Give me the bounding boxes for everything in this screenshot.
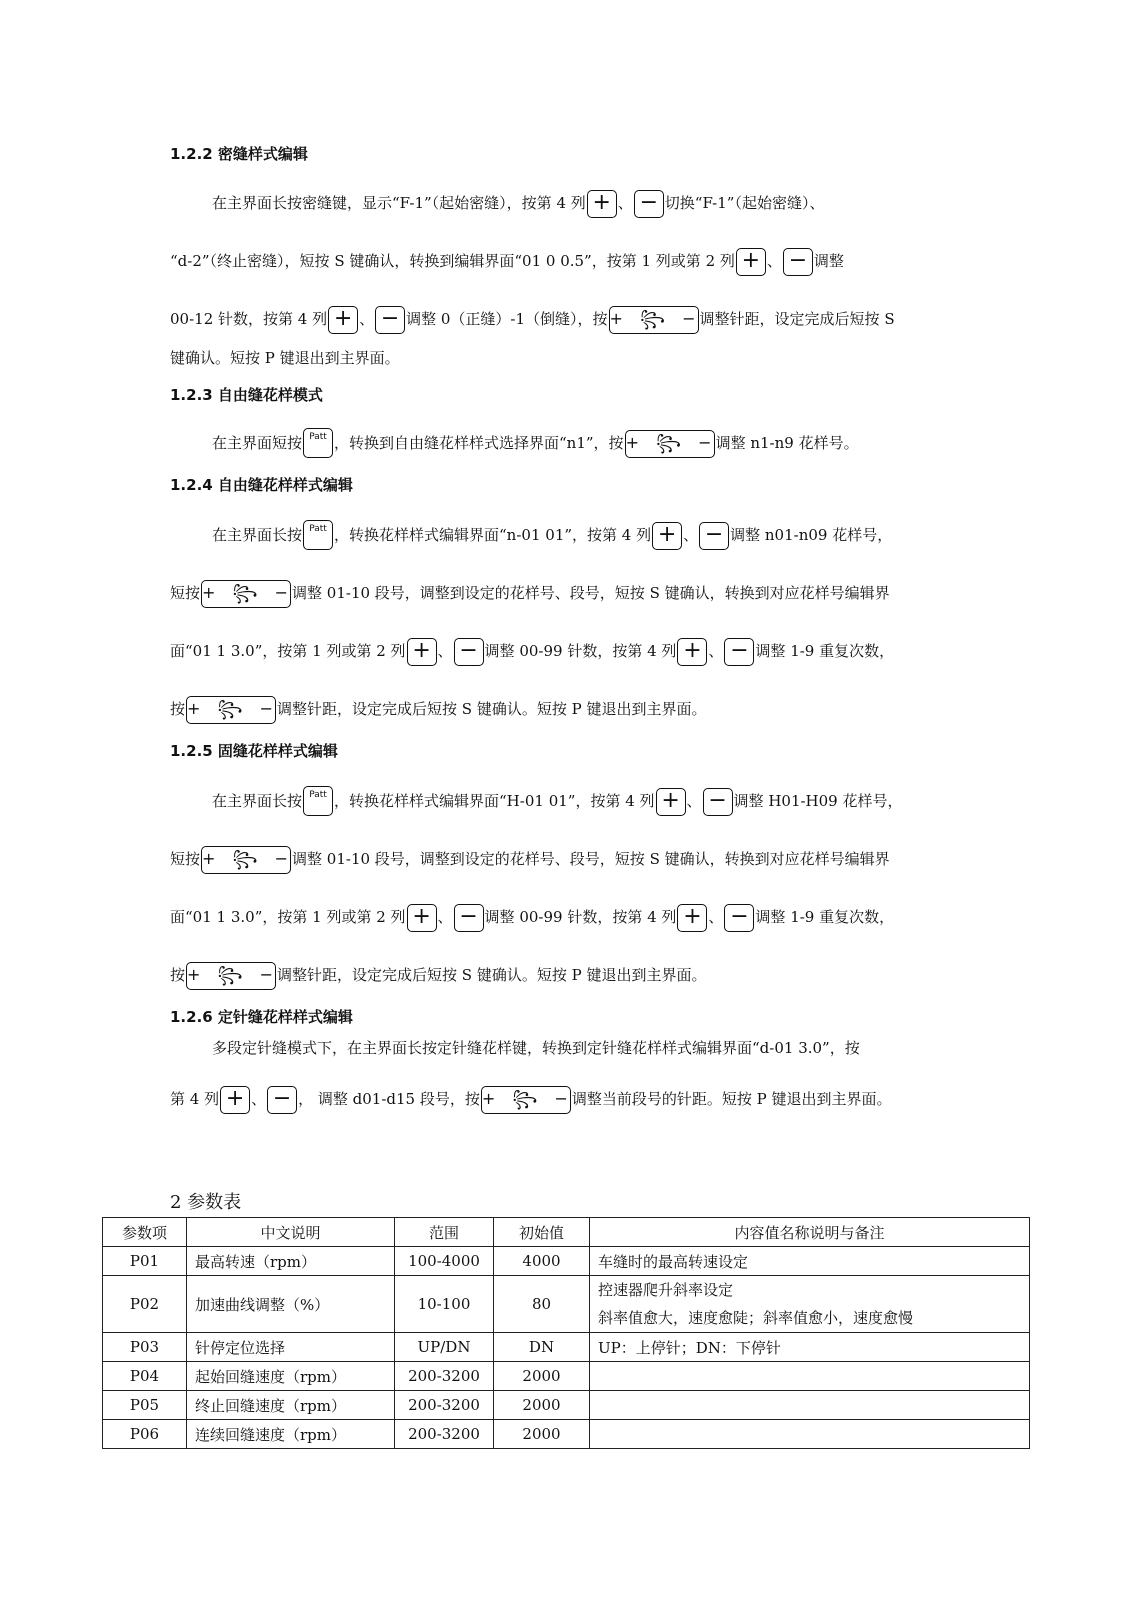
- stitch-length-key-icon: + ꧂ −: [186, 962, 276, 990]
- paragraph-line: [212, 428, 1012, 458]
- text: 短按: [170, 850, 201, 868]
- note-line: 控速器爬升斜率设定: [598, 1281, 734, 1299]
- section-title: 1.2.3 自由缝花样模式: [170, 386, 323, 404]
- text: 调整 01-10 段号，调整到设定的花样号、段号，短按 S 键确认，转换到对应花样号编辑界: [292, 584, 890, 602]
- minus-key-icon: −: [699, 522, 729, 550]
- param-range: 100-4000: [395, 1247, 494, 1276]
- table-header-row: [103, 1218, 1030, 1247]
- plus-key-icon: +: [407, 638, 437, 666]
- text: 按: [170, 700, 186, 718]
- table-row: [103, 1362, 1030, 1391]
- param-id: P01: [103, 1247, 187, 1276]
- param-init: 2000: [494, 1362, 590, 1391]
- text: 调整 n1-n9 花样号。: [715, 434, 859, 452]
- section-title: 1.2.2 密缝样式编辑: [170, 145, 308, 163]
- param-init: 80: [494, 1276, 590, 1333]
- section-title: 1.2.6 定针缝花样样式编辑: [170, 1008, 353, 1026]
- text: 、: [686, 792, 702, 810]
- stitch-length-key-icon: + ꧂ −: [481, 1086, 571, 1114]
- text: 调整 n01-n09 花样号，: [730, 526, 893, 544]
- plus-key-icon: +: [736, 248, 766, 276]
- stitch-length-key-icon: + ꧂ −: [201, 580, 291, 608]
- paragraph-line: [212, 520, 1012, 550]
- param-note: [590, 1391, 1030, 1420]
- minus-key-icon: −: [454, 904, 484, 932]
- minus-key-icon: −: [634, 190, 664, 218]
- text: 调整: [813, 252, 844, 270]
- section-title: 1.2.5 固缝花样样式编辑: [170, 742, 338, 760]
- minus-key-icon: −: [703, 788, 733, 816]
- patt-key-icon: Patt: [303, 786, 333, 816]
- text: “d-2”（终止密缝），短按 S 键确认，转换到编辑界面“01 0 0.5”，按第 1 列或第 2 列: [170, 252, 735, 270]
- table-row: [103, 1333, 1030, 1362]
- text: 在主界面短按: [212, 434, 303, 452]
- paragraph-line: [170, 960, 970, 990]
- text: 00-12 针数，按第 4 列: [170, 310, 328, 328]
- text: 在主界面长按: [212, 792, 303, 810]
- paragraph-line: [170, 844, 970, 874]
- text: 调整针距，设定完成后短按 S: [699, 310, 895, 328]
- paragraph-line: 多段定针缝模式下，在主界面长按定针缝花样键，转换到定针缝花样样式编辑界面“d-01 3.0”，按: [212, 1039, 860, 1057]
- text: 、: [617, 194, 633, 212]
- plus-key-icon: +: [328, 306, 358, 334]
- parameter-table-title: 2 参数表: [170, 1192, 242, 1213]
- patt-key-icon: Patt: [303, 428, 333, 458]
- minus-key-icon: −: [783, 248, 813, 276]
- text: 按: [170, 966, 186, 984]
- text: 调整 00-99 针数，按第 4 列: [484, 908, 677, 926]
- patt-key-icon: Patt: [303, 520, 333, 550]
- param-note: [590, 1276, 1030, 1333]
- text: ，转换花样样式编辑界面“H-01 01”，按第 4 列: [334, 792, 655, 810]
- param-id: P03: [103, 1333, 187, 1362]
- plus-key-icon: +: [407, 904, 437, 932]
- text: ， 调整 d01-d15 段号，按: [298, 1090, 480, 1108]
- param-range: 200-3200: [395, 1420, 494, 1449]
- param-desc: 最高转速（rpm）: [187, 1247, 395, 1276]
- stitch-length-key-icon: + ꧂ −: [609, 306, 699, 334]
- section-title: 1.2.4 自由缝花样样式编辑: [170, 476, 353, 494]
- minus-key-icon: −: [724, 904, 754, 932]
- param-desc: 终止回缝速度（rpm）: [187, 1391, 395, 1420]
- minus-key-icon: −: [375, 306, 405, 334]
- param-desc: 针停定位选择: [187, 1333, 395, 1362]
- header-cell: 中文说明: [187, 1218, 395, 1247]
- paragraph-line: [170, 694, 970, 724]
- text: 、: [359, 310, 375, 328]
- text: 、: [766, 252, 782, 270]
- text: 、: [683, 526, 699, 544]
- param-range: 10-100: [395, 1276, 494, 1333]
- param-init: 2000: [494, 1420, 590, 1449]
- plus-key-icon: +: [677, 904, 707, 932]
- text: 调整 00-99 针数，按第 4 列: [484, 642, 677, 660]
- paragraph-line: [170, 578, 970, 608]
- text: 调整 H01-H09 花样号，: [733, 792, 903, 810]
- text: 切换“F-1”（起始密缝）、: [664, 194, 825, 212]
- paragraph-line: [170, 1084, 970, 1114]
- paragraph-line: [212, 188, 1012, 218]
- text: 、: [251, 1090, 267, 1108]
- table-row: [103, 1391, 1030, 1420]
- header-cell: 范围: [395, 1218, 494, 1247]
- paragraph-line: [170, 902, 970, 932]
- param-range: 200-3200: [395, 1391, 494, 1420]
- text: 面“01 1 3.0”，按第 1 列或第 2 列: [170, 642, 406, 660]
- param-range: 200-3200: [395, 1362, 494, 1391]
- stitch-length-key-icon: + ꧂ −: [625, 430, 715, 458]
- paragraph-line: [212, 786, 1012, 816]
- stitch-length-key-icon: + ꧂ −: [186, 696, 276, 724]
- text: ，转换到自由缝花样样式选择界面“n1”，按: [334, 434, 624, 452]
- plus-key-icon: +: [652, 522, 682, 550]
- plus-key-icon: +: [220, 1086, 250, 1114]
- param-id: P02: [103, 1276, 187, 1333]
- text: ，转换花样样式编辑界面“n-01 01”，按第 4 列: [334, 526, 652, 544]
- header-cell: 内容值名称说明与备注: [590, 1218, 1030, 1247]
- minus-key-icon: −: [267, 1086, 297, 1114]
- text: 面“01 1 3.0”，按第 1 列或第 2 列: [170, 908, 406, 926]
- header-cell: 参数项: [103, 1218, 187, 1247]
- paragraph-line: 键确认。短按 P 键退出到主界面。: [170, 349, 400, 367]
- text: 调整 1-9 重复次数，: [755, 642, 895, 660]
- stitch-length-key-icon: + ꧂ −: [201, 846, 291, 874]
- param-range: UP/DN: [395, 1333, 494, 1362]
- param-desc: 连续回缝速度（rpm）: [187, 1420, 395, 1449]
- text: 、: [708, 908, 724, 926]
- text: 调整针距，设定完成后短按 S 键确认。短按 P 键退出到主界面。: [277, 700, 707, 718]
- param-init: 2000: [494, 1391, 590, 1420]
- text: 调整 0（正缝）-1（倒缝），按: [406, 310, 608, 328]
- param-note: UP：上停针；DN：下停针: [590, 1333, 1030, 1362]
- header-cell: 初始值: [494, 1218, 590, 1247]
- plus-key-icon: +: [587, 190, 617, 218]
- minus-key-icon: −: [724, 638, 754, 666]
- param-init: DN: [494, 1333, 590, 1362]
- param-desc: 加速曲线调整（%）: [187, 1276, 395, 1333]
- text: 在主界面长按密缝键，显示“F-1”（起始密缝），按第 4 列: [212, 194, 586, 212]
- text: 在主界面长按: [212, 526, 303, 544]
- table-row: [103, 1247, 1030, 1276]
- text: 调整当前段号的针距。短按 P 键退出到主界面。: [571, 1090, 892, 1108]
- table-row: [103, 1420, 1030, 1449]
- text: 、: [437, 642, 453, 660]
- table-row: [103, 1276, 1030, 1333]
- note-line: 斜率值愈大，速度愈陡；斜率值愈小，速度愈慢: [598, 1309, 914, 1327]
- param-note: [590, 1420, 1030, 1449]
- param-desc: 起始回缝速度（rpm）: [187, 1362, 395, 1391]
- param-id: P04: [103, 1362, 187, 1391]
- paragraph-line: [170, 246, 970, 276]
- text: 调整 01-10 段号，调整到设定的花样号、段号，短按 S 键确认，转换到对应花样号编辑界: [292, 850, 890, 868]
- param-note: 车缝时的最高转速设定: [590, 1247, 1030, 1276]
- plus-key-icon: +: [656, 788, 686, 816]
- parameter-table: [102, 1217, 1030, 1449]
- paragraph-line: [170, 636, 970, 666]
- param-init: 4000: [494, 1247, 590, 1276]
- text: 、: [437, 908, 453, 926]
- text: 短按: [170, 584, 201, 602]
- text: 第 4 列: [170, 1090, 220, 1108]
- text: 调整针距，设定完成后短按 S 键确认。短按 P 键退出到主界面。: [277, 966, 707, 984]
- param-id: P05: [103, 1391, 187, 1420]
- paragraph-line: [170, 304, 970, 334]
- plus-key-icon: +: [677, 638, 707, 666]
- text: 、: [708, 642, 724, 660]
- param-note: [590, 1362, 1030, 1391]
- param-id: P06: [103, 1420, 187, 1449]
- text: 调整 1-9 重复次数，: [755, 908, 895, 926]
- minus-key-icon: −: [454, 638, 484, 666]
